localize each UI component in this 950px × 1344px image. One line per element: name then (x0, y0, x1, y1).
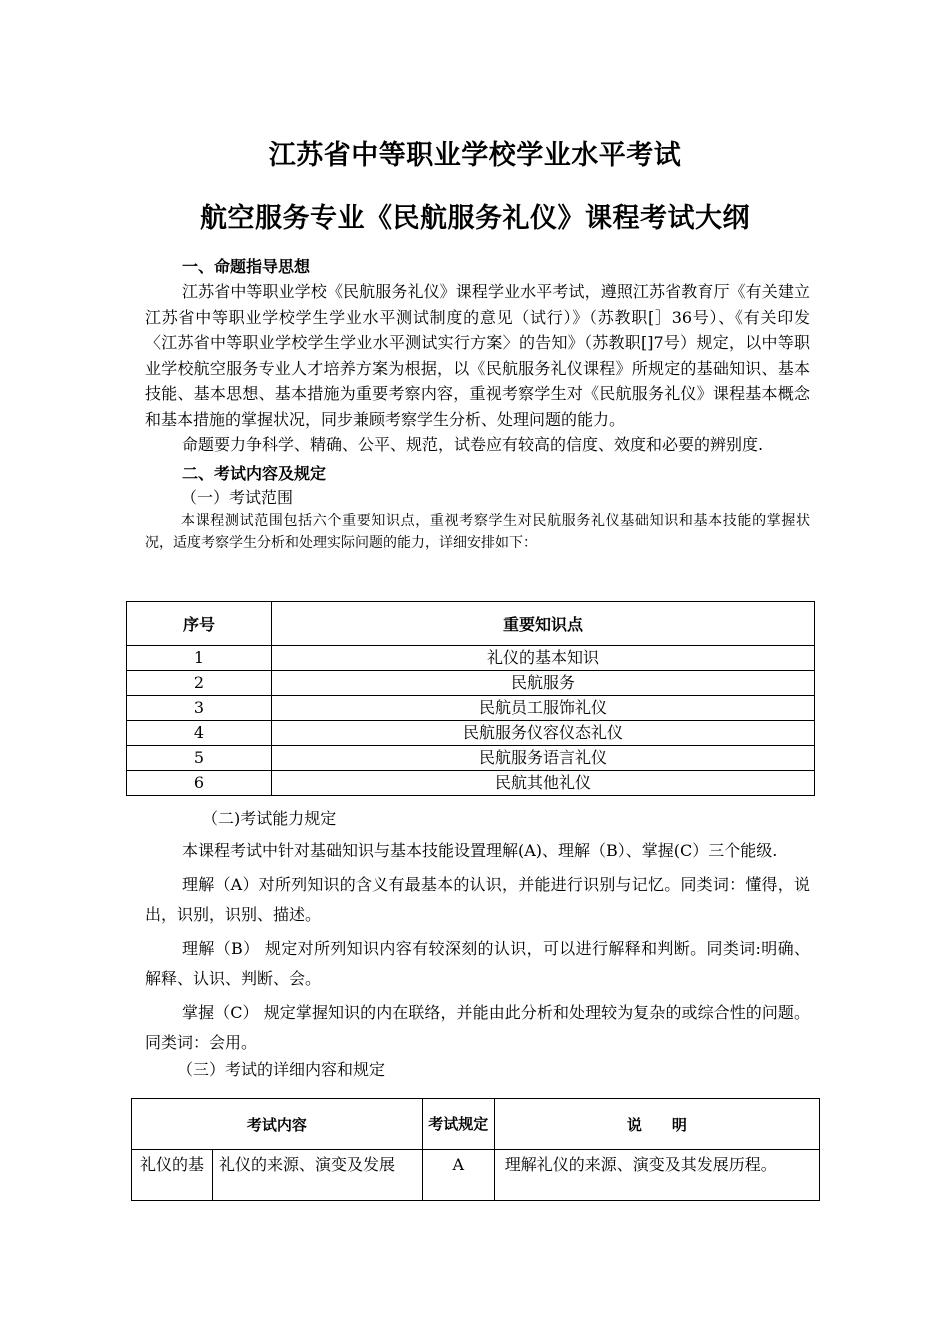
row-number: 3 (127, 696, 272, 721)
document-title-line2: 航空服务专业《民航服务礼仪》课程考试大纲 (200, 203, 750, 234)
table-row (127, 671, 815, 696)
content-item-cell: 礼仪的来源、演变及发展 (213, 1150, 423, 1201)
ability-intro: 本课程考试中针对基础知识与基本技能设置理解(A)、理解（B）、掌握(C）三个能级. (182, 841, 778, 860)
row-knowledge-point: 民航服务 (272, 671, 815, 696)
row-knowledge-point: 民航服务语言礼仪 (272, 746, 815, 771)
detail-subheading: （三）考试的详细内容和规定 (177, 1060, 386, 1079)
table-header-row (127, 602, 815, 646)
ability-subheading: （二)考试能力规定 (202, 809, 337, 828)
row-knowledge-point: 民航其他礼仪 (272, 771, 815, 796)
section1-paragraph1: 江苏省中等职业学校《民航服务礼仪》课程学业水平考试，遵照江苏省教育厅《有关建立江苏省中等职业学校学生学业水平测试制度的意见（试行）》（苏教职[］36号）、《有关印发〈江苏省中等职业学校学生学业水平测试实行方案〉的告知》（苏教职[]7号）规定，以中等职业学校航空服务专业人才培养方案为根据，以《民航服务礼仪课程》所规定的基础知识、基本技能、基本思想、基本措施为重要考察内容，重视考察学生对《民航服务礼仪》课程基本概念和基本措施的掌握状况，同步兼顾考察学生分析、处理问题的能力。 (145, 282, 810, 429)
section-guiding-principles (145, 255, 810, 554)
section1-paragraph2: 命题要力争科学、精确、公平、规范，试卷应有较高的信度、效度和必要的辨别度. (182, 435, 764, 454)
table-row (132, 1150, 820, 1201)
level-cell: A (422, 1150, 494, 1201)
column-header-exam-level: 考试规定 (422, 1099, 494, 1150)
row-number: 2 (127, 671, 272, 696)
section2-heading: 二、考试内容及规定 (182, 463, 327, 483)
ability-level-c: 掌握（C） 规定掌握知识的内在联络，并能由此分析和处理较为复杂的或综合性的问题。同类词：会用。 (145, 1003, 810, 1052)
row-knowledge-point: 礼仪的基本知识 (272, 646, 815, 671)
row-number: 1 (127, 646, 272, 671)
knowledge-points-table (126, 601, 815, 796)
table-header-row (132, 1099, 820, 1150)
row-number: 6 (127, 771, 272, 796)
table-row (127, 696, 815, 721)
exam-scope-text: 本课程测试范围包括六个重要知识点，重视考察学生对民航服务礼仪基础知识和基本技能的掌握状况，适度考察学生分析和处理实际问题的能力，详细安排如下： (145, 512, 810, 551)
column-header-knowledge-point: 重要知识点 (272, 602, 815, 646)
category-cell: 礼仪的基 (132, 1150, 213, 1201)
ability-level-b: 理解（B） 规定对所列知识内容有较深刻的认识，可以进行解释和判断。同类词:明确、解释、认识、判断、会。 (145, 939, 810, 988)
row-number: 5 (127, 746, 272, 771)
row-number: 4 (127, 721, 272, 746)
table-row (127, 646, 815, 671)
row-knowledge-point: 民航服务仪容仪态礼仪 (272, 721, 815, 746)
exam-detail-table (131, 1098, 820, 1201)
note-cell: 理解礼仪的来源、演变及其发展历程。 (494, 1150, 819, 1201)
table-row (127, 771, 815, 796)
column-header-note: 说 明 (494, 1099, 819, 1150)
section1-heading: 一、命题指导思想 (182, 257, 311, 276)
row-knowledge-point: 民航员工服饰礼仪 (272, 696, 815, 721)
ability-requirements-section (145, 806, 810, 1082)
ability-level-a: 理解（A）对所列知识的含义有最基本的认识，并能进行识别与记忆。同类词：懂得，说出，识别，识别、描述。 (145, 875, 810, 924)
exam-scope-subheading: （一）考试范围 (181, 487, 294, 507)
table-row (127, 746, 815, 771)
column-header-number: 序号 (127, 602, 272, 646)
column-header-exam-content: 考试内容 (132, 1099, 423, 1150)
table-row (127, 721, 815, 746)
document-title-line1: 江苏省中等职业学校学业水平考试 (268, 140, 682, 171)
